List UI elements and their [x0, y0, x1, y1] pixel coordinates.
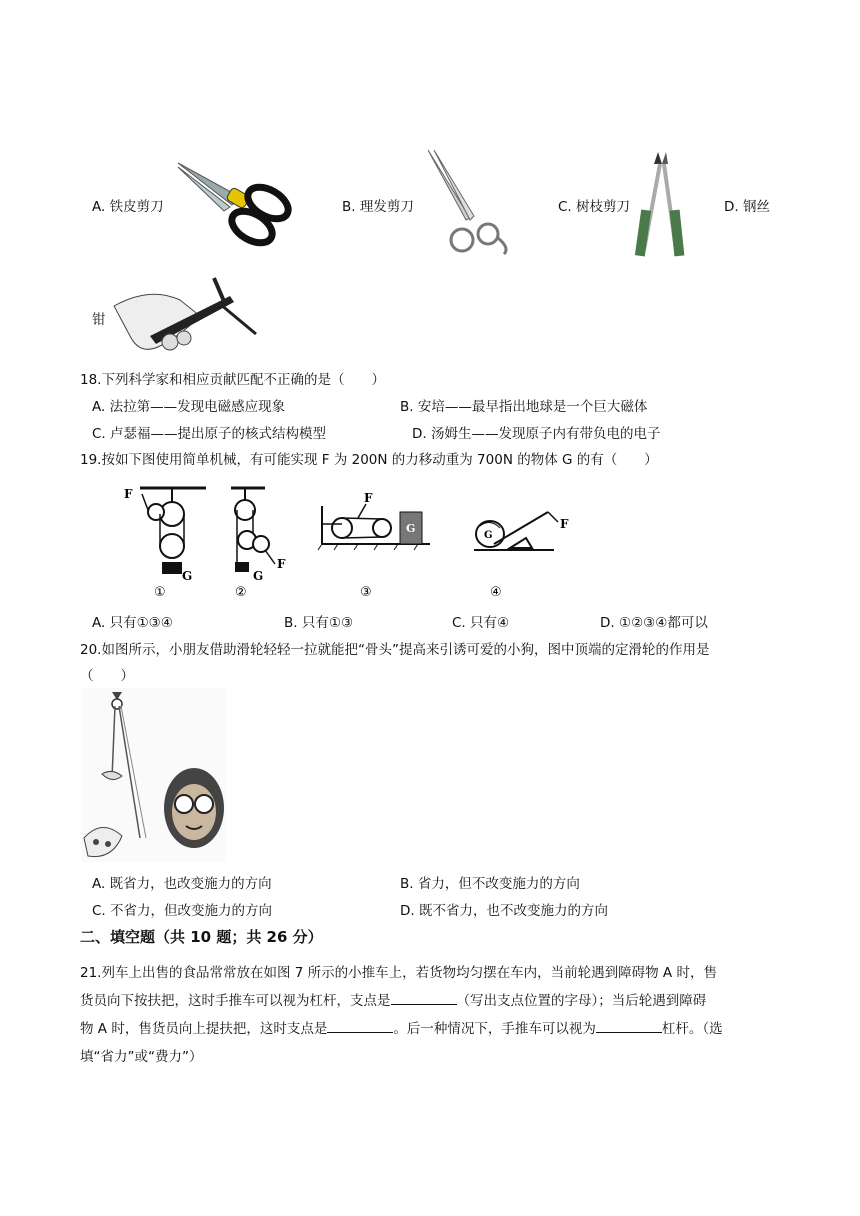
fig1-F-label: F	[124, 487, 133, 501]
lever-figure-4	[470, 504, 580, 600]
q18-option-d: D. 汤姆生——发现原子内有带负电的电子	[412, 426, 661, 442]
q18-stem: 18.下列科学家和相应贡献匹配不正确的是（ ）	[80, 372, 385, 388]
q21-blank-1[interactable]	[391, 1004, 457, 1005]
q17-option-d-continued: 钳	[92, 312, 106, 328]
q20-option-a: A. 既省力，也改变施力的方向	[92, 876, 272, 892]
fig3-F-label: F	[364, 491, 373, 505]
section-2-title: 二、填空题（共 10 题；共 26 分）	[80, 928, 323, 946]
q20-option-d: D. 既不省力，也不改变施力的方向	[400, 903, 608, 919]
q21-line3-text-b: 。后一种情况下，手推车可以视为	[393, 1021, 596, 1037]
q21-line3-text-c: 杠杆。（选	[661, 1021, 723, 1037]
pulley-figure-3	[318, 486, 434, 600]
fig2-F-label: F	[277, 557, 286, 571]
q21-line4: 填“省力”或“费力”）	[80, 1049, 203, 1065]
q21-line1: 21.列车上出售的食品常常放在如图 7 所示的小推车上，若货物均匀摆在车内，当前轮遇到障碍物 A 时，售	[80, 965, 717, 981]
q20-option-c: C. 不省力，但改变施力的方向	[92, 903, 273, 919]
fig3-number: ③	[360, 585, 372, 600]
q21-line3-text-a: 物 A 时，售货员向上提扶把，这时支点是	[80, 1021, 328, 1037]
wire-pliers-image	[110, 276, 260, 358]
q21-blank-3[interactable]	[596, 1032, 662, 1033]
pulley-figure-1	[120, 484, 210, 600]
q18-option-a: A. 法拉第——发现电磁感应现象	[92, 399, 286, 415]
fig3-G-label: G	[406, 522, 416, 535]
hair-scissors-image	[420, 148, 515, 258]
q17-option-d: D. 钢丝	[724, 199, 770, 215]
fig2-number: ②	[235, 585, 247, 600]
q21-line2-text-b: （写出支点位置的字母）；当后轮遇到障碍	[456, 993, 707, 1009]
pulley-figure-2	[225, 484, 295, 600]
fig4-F-label: F	[560, 517, 569, 531]
q21-line3	[80, 1017, 723, 1037]
q18-option-c: C. 卢瑟福——提出原子的核式结构模型	[92, 426, 327, 442]
q21-line2	[80, 989, 706, 1009]
fig4-G-label: G	[484, 530, 493, 541]
q19-option-a: A. 只有①③④	[92, 615, 173, 631]
q18-option-b: B. 安培——最早指出地球是一个巨大磁体	[400, 399, 648, 415]
q17-option-a: A. 铁皮剪刀	[92, 199, 164, 215]
fig1-number: ①	[154, 585, 166, 600]
q21-line2-text-a: 货员向下按扶把，这时手推车可以视为杠杆，支点是	[80, 993, 391, 1009]
q20-stem-line2: （ ）	[80, 668, 134, 684]
q20-option-b: B. 省力，但不改变施力的方向	[400, 876, 580, 892]
fig4-number: ④	[490, 585, 502, 600]
branch-pruner-image	[632, 150, 692, 260]
q17-option-b: B. 理发剪刀	[342, 199, 414, 215]
q21-blank-2[interactable]	[327, 1032, 393, 1033]
q19-stem: 19.按如下图使用简单机械，有可能实现 F 为 200N 的力移动重为 700N 的物体 G 的有（ ）	[80, 452, 658, 468]
fig2-G-label: G	[253, 569, 264, 583]
q20-stem-line1: 20.如图所示，小朋友借助滑轮轻轻一拉就能把“骨头”提高来引诱可爱的小狗，图中顶端的定滑轮的作用是	[80, 642, 710, 658]
q19-option-b: B. 只有①③	[284, 615, 354, 631]
child-pulley-dog-image	[82, 688, 226, 862]
tin-snips-image	[170, 155, 300, 255]
q19-option-d: D. ①②③④都可以	[600, 615, 708, 631]
fig1-G-label: G	[182, 569, 193, 583]
q19-option-c: C. 只有④	[452, 615, 510, 631]
q17-option-c: C. 树枝剪刀	[558, 199, 631, 215]
